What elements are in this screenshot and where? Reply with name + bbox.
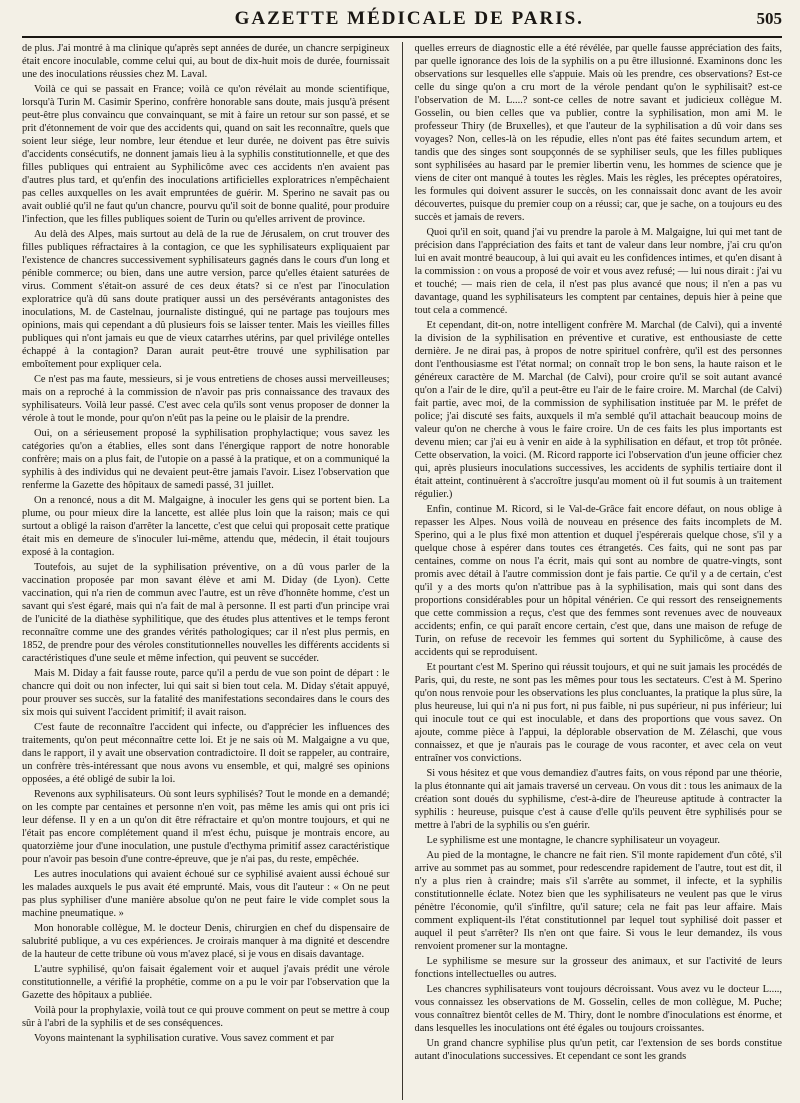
paragraph: Le syphilisme se mesure sur la grosseur des animaux, et sur l'activité de leurs fonctions intellectuelles ou autres. — [414, 956, 782, 980]
paragraph: Voyons maintenant la syphilisation curative. Vous savez comment et par — [34, 1033, 335, 1044]
paragraph: de plus. J'ai montré à ma clinique qu'après sept années de durée, un chancre serpigineux était encore inoculable, comme celui qui, au bout de dix-huit mois de durée, fournissait une des inoculations réussies chez M. Laval. — [22, 43, 390, 80]
paragraph: L'autre syphilisé, qu'on faisait également voir et auquel j'avais prédit une vérole constitutionnelle, a vérifié la prophétie, comme on a pu le voir par l'observation que la Gazette des hôpitaux a publiée. — [22, 964, 390, 1001]
paragraph: Si vous hésitez et que vous demandiez d'autres faits, on vous répond par une théorie, la plus étonnante qui ait jamais traversé un cerveau. On vous dit : tous les animaux de la création sont doués du syphilisme, c'est-à-dire de l'heureuse aptitude à contracter la syphilis : heureuse, puisque c'est à cause d'elle qu'ils peuvent être syphilisés pour se mettre à l'abri de la syphilis ou s'en guérir. — [414, 768, 782, 831]
paragraph: On a renoncé, nous a dit M. Malgaigne, à inoculer les gens qui se portent bien. La plume, ou pour mieux dire la lancette, est allée plus loin que la raison; mais ce qui surtout a obligé la raison d'arrêter la lancette, c'est que celui qui proposait cette pratique était mis en demeure de s'inoculer lui-même, attendu que, médecin, il était toujours exposé à la contagion. — [22, 495, 390, 558]
page-header — [22, 8, 782, 34]
paragraph: Voilà ce qui se passait en France; voilà ce qu'on révélait au monde scientifique, lorsqu'à Turin M. Casimir Sperino, confrère honorable sans doute, mais jusqu'à présent peut-être plus convaincu que convainquant, se mit à faire un retour sur son passé, et se prit d'étonnement de voir que des accidents qui, quand on sait les reconnaître, quels que soient leur siége, leur nombre, leur étendue et leur durée, ne doivent pas être suivis d'accidents consécutifs, ne donnent jamais lieu à la syphilis constitutionnelle, et que des filles publiques qui entraient au Syphilicôme avec ces accidents n'en avaient pas d'autres plus tard, et qu'enfin des inoculations artificielles exploratrices n'empêchaient pas celles auxquelles on les avait empruntées de guérir. M. Sperino ne savait pas ou avait oublié qu'il ne faut qu'un chancre, pourvu qu'il soit de bonne qualité, pour produire l'infection, que les filles publiques soient de Turin ou qu'elles arrivent de province. — [22, 84, 390, 225]
paragraph: Et cependant, dit-on, notre intelligent confrère M. Marchal (de Calvi), qui a inventé la division de la syphilisation en préventive et curative, est enthousiaste de cette dernière. Je ne dirai pas, à propos de notre spirituel confrère, qu'il est des personnes dont l'enthousiasme est l'état normal; on connaît trop le bon sens, la haute raison et le généreux caractère de M. Marchal (de Calvi), pour croire qu'il se soit autant avancé qu'on a l'air de le dire, qu'il a peut-être eu l'air de le faire croire. M. Marchal (de Calvi) fait partie, avec moi, de la commission de syphilisation instituée par M. le préfet de police; j'ai discuté ses faits, auxquels il m'a semblé qu'il attachait beaucoup moins de valeur qu'on ne cherche à vous le faire croire. Un de ces faits les plus importants est devenu mien; car j'ai eu à venir en aide à la syphilisation en défaut, et trop tôt prônée. Cette observation, la voici. (M. Ricord rapporte ici l'observation d'un jeune officier chez qui, après plusieurs inoculations successives, les accidents de syphilis tertiaire dont il était atteint, continuèrent à s'accroître jusqu'au moment où il fut soumis à un traitement régulier.) — [414, 320, 782, 500]
article-columns — [22, 42, 782, 1100]
paragraph: Un grand chancre syphilise plus qu'un petit, car l'extension de ses bords constitue autant d'inoculations successives. Et cependant ce sont les grands — [414, 1038, 782, 1062]
paragraph: C'est faute de reconnaître l'accident qui infecte, ou d'apprécier les influences des traitements, qu'on peut méconnaître cette loi. Et je ne sais où M. Malgaigne a vu que, dans le rapport, il y avait une observation contradictoire. Il doit se rappeler, au contraire, un confrère très-intéressant que nous avons vu ensemble, et qui, malgré ses opinions opposées, a été obligé de subir la loi. — [22, 722, 390, 785]
left-column — [22, 42, 390, 1100]
paragraph: Mais M. Diday a fait fausse route, parce qu'il a perdu de vue son point de départ : le chancre qui doit ou non infecter, lui qui sait si bien tout cela. M. Diday s'était appuyé, pour prouver ses succès, sur la fatalité des manifestations secondaires dans le cours des six mois qui suivent l'accident primitif; il avait raison. — [22, 668, 390, 718]
paragraph: Au delà des Alpes, mais surtout au delà de la rue de Jérusalem, on crut trouver des filles publiques réfractaires à la contagion, ce que les syphilisateurs expliquaient par l'existence de chancres successivement syphilisateurs gagnés dans le cours d'un long et pénible commerce; ou bien, dans une autre version, parce qu'elles étaient saturées de virus. Comment s'était-on assuré de ces deux états? si ce n'est par l'inoculation exploratrice qu'à dû sans doute pratiquer aussi un des persévérants antagonistes des inoculations, M. de Castelnau, journaliste distingué, qui ne partage pas toujours mes opinions, mais qui cependant a dû plusieurs fois se laisser tenter. Mais les vieilles filles publiques qui n'ont jamais eu que de vieux catarrhes utérins, par quel privilége ontelles échappé à la contagion? Daran aurait peut-être trouvé une syphilisation par emboîtement pour expliquer cela. — [22, 229, 390, 370]
paragraph: Voilà pour la prophylaxie, voilà tout ce qui prouve comment on peut se mettre à coup sûr à l'abri de la syphilis et de ses conséquences. — [22, 1005, 390, 1029]
paragraph: Ce n'est pas ma faute, messieurs, si je vous entretiens de choses aussi merveilleuses; mais on a reproché à la commission de n'avoir pas pris connaissance des travaux des syphilisateurs. Voilà leur passé. C'est avec cela qu'ils sont venus proposer de donner la vérole à tout le monde, pour qu'on n'eût pas la peine ou le plaisir de la prendre. — [22, 374, 390, 424]
journal-title: GAZETTE MÉDICALE DE PARIS. — [234, 8, 584, 29]
header-rule — [22, 36, 782, 38]
paragraph: Et pourtant c'est M. Sperino qui réussit toujours, et qui ne suit jamais les procédés de Paris, qui, du reste, ne sont pas les mêmes pour tous les sectateurs. C'est à M. Sperino qu'on nous renvoie pour les observations les plus concluantes, la pratique la plus sûre, la plus heureuse, lui qui n'a ni pus fort, ni pus faible, ni pus supérieur, ni pus inférieur; lui qui inocule tout ce qui est inoculable, et dans des proportions que vous savez. On ajoute, comme pièce à l'appui, la déplorable observation de M. Zélaschi, que vous connaissez, et que je n'aurais pas le courage de vous raconter, et avec cela on veut entraîner vos convictions. — [414, 662, 782, 764]
paragraph: Le syphilisme est une montagne, le chancre syphilisateur un voyageur. — [426, 835, 720, 846]
page-number: 505 — [756, 9, 782, 28]
right-column — [415, 42, 783, 1100]
column-divider — [402, 42, 403, 1100]
paragraph: Au pied de la montagne, le chancre ne fait rien. S'il monte rapidement d'un côté, s'il arrive au sommet pas au sommet, pour redescendre rapidement de l'autre, tout est dit, il n'y a plus rien à craindre; mais s'il s'arrête au sommet, il infecte, et la syphilis constitutionnelle éclate. Notez bien que les syphilisateurs ne veulent pas que le virus pénètre l'économie, qu'il s'infiltre, qu'il sature; cela ne fait pas leur affaire. Mais comment expliquent-ils l'état constitutionnel par lequel tout syphilisé doit passer et auquel il peut s'arrêter? Ils n'en ont que faire. Si vous le leur demandez, ils vous renvoient promener sur la montagne. — [414, 850, 782, 952]
paragraph: Quoi qu'il en soit, quand j'ai vu prendre la parole à M. Malgaigne, lui qui met tant de précision dans l'appréciation des faits et tant de valeur dans leur nombre, j'ai cru qu'on lui en avait montré beaucoup, à lui qui avait eu les confidences intimes, et qu'en disant à la commission : on vous a proposé de voir et vous avez refusé; — lui nous dirait : j'ai vu et touché; — mais rien de cela, il n'est pas plus avancé que nous; il n'en a pas vu davantage, quand les syphilisateurs les comptent par centaines, depuis hier à peine que tout cela a commencé. — [414, 227, 782, 316]
paragraph: quelles erreurs de diagnostic elle a été révélée, par quelle fausse appréciation des faits, par quelle ignorance des lois de la syphilis on a pu être illusionné. Examinons donc les observations sur lesquelles elle s'appuie. Mais où les prendre, ces observations? Est-ce celle du singe qu'on a cru mort de la vérole pendant qu'on le syphilisait? est-ce l'observation de M. L....? sont-ce celles de notre savant et judicieux collègue M. Gosselin, ou bien celles que va publier, contre la syphilisation, mon ami M. le professeur Thiry (de Bruxelles), et que l'auteur de la syphilisation a dû voir dans ses voyages? Non, celles-là on les répudie, elles n'ont pas été faites secundum artem, et tandis que des singes sont soupçonnés de se syphiliser seuls, que les filles publiques sont syphilisées au hasard par le premier libertin venu, les hommes de science que je viens de citer ont manqué à toutes les règles. Mais les règles, les préceptes opératoires, les formules qui doivent assurer le succès, on les connaissait donc avant de les avoir découvertes, puisque du premier coup on a réussi; car, que je sache, on a toujours eu des succès et jamais de revers. — [414, 43, 782, 223]
paragraph: Les chancres syphilisateurs vont toujours décroissant. Vous avez vu le docteur L...., vous connaissez les observations de M. Gosselin, celles de mon collègue, M. Puche; vous connaîtrez bientôt celles de M. Thiry, dont le nombre d'inoculations est énorme, et dans lesquelles les inoculations ont été égales ou toujours croissantes. — [414, 984, 782, 1034]
paragraph: Oui, on a sérieusement proposé la syphilisation prophylactique; vous savez les catégories qu'on a établies, elles sont dans l'énergique rapport de notre honorable confrère; mais on a plus fait, de l'utopie on a passé à la pratique, et on a communiqué la syphilis à des individus qui ne devaient peut-être jamais l'avoir. Lisez l'observation que renferme la Gazette des hôpitaux de samedi passé, 31 juillet. — [22, 428, 390, 491]
paragraph: Enfin, continue M. Ricord, si le Val-de-Grâce fait encore défaut, on nous oblige à repasser les Alpes. Nous voilà de nouveau en présence des faits incomplets de M. Sperino, qui a le plus fixé mon attention et duquel j'espérerais quelque chose, s'il y a quelque chose à espérer dans toutes ces étrangetés. Ces faits, qui ne sont pas par centaines, comme on nous l'a écrit, mais qui sont au nombre de quatre-vingts, sont promis avec détail à l'autre commission dont je fais partie. Ce qu'il y a de certain, c'est qu'il y a des morts qu'on n'attribue pas à la syphilisation, mais qui sont dans des proportions considérables pour un hôpital vénérien. Ce qui ressort des renseignements que cette commission a reçus, c'est que des femmes sont revenues avec de nouveaux accidents; enfin, ce qui paraît encore certain, c'est que, dans une maison de refuge de Turin, on refuse de recevoir les femmes qui sortent du Syphilicôme, à cause des accidents qui se reproduisent. — [414, 504, 782, 658]
paragraph: Mon honorable collègue, M. le docteur Denis, chirurgien en chef du dispensaire de salubrité publique, a vu ces expériences. Je croirais manquer à ma dignité et descendre de la hauteur de cette tribune où vous m'avez placé, si je vous en disais davantage. — [22, 923, 390, 960]
paragraph: Les autres inoculations qui avaient échoué sur ce syphilisé avaient aussi échoué sur les malades auxquels le pus avait été emprunté. Mais, vous dit l'auteur : « On ne peut pas plus syphiliser d'une manière absolue qu'on ne peut faire le vide complet sous la machine pneumatique. » — [22, 869, 390, 919]
paragraph: Toutefois, au sujet de la syphilisation préventive, on a dû vous parler de la vaccination proposée par mon savant élève et ami M. Diday (de Lyon). Cette vaccination, qui n'a rien de commun avec l'autre, est un rêve d'honnête homme, c'est un savant qui s'est égaré, mais qui n'a fait de mal à personne. Il est parti d'un principe vrai de l'unicité de la diathèse syphilitique, que des études plus attentives et le temps feront reconnaître comme une des grandes vérités pathologiques; car il n'est plus permis, en 1852, de prendre pour des véroles constitutionnelles nouvelles les différents accidents si caractéristiques d'une seule et même infection, qui peuvent se succéder. — [22, 562, 390, 664]
paragraph: Revenons aux syphilisateurs. Où sont leurs syphilisés? Tout le monde en a demandé; on les compte par centaines et personne n'en voit, pas même les amis qui ont pris ici leur défense. Il y en a un qu'on dit être réfractaire et qu'on montre toujours, et qui ne l'était pas encore complétement quand il m'est échu, puisque je montrais encore, au quatorzième jour d'une inoculation, une pustule d'ecthyma primitif assez caractéristique pour n'avoir pas besoin d'une contre-épreuve, que je n'ai pas, du reste, empêchée. — [22, 789, 390, 865]
